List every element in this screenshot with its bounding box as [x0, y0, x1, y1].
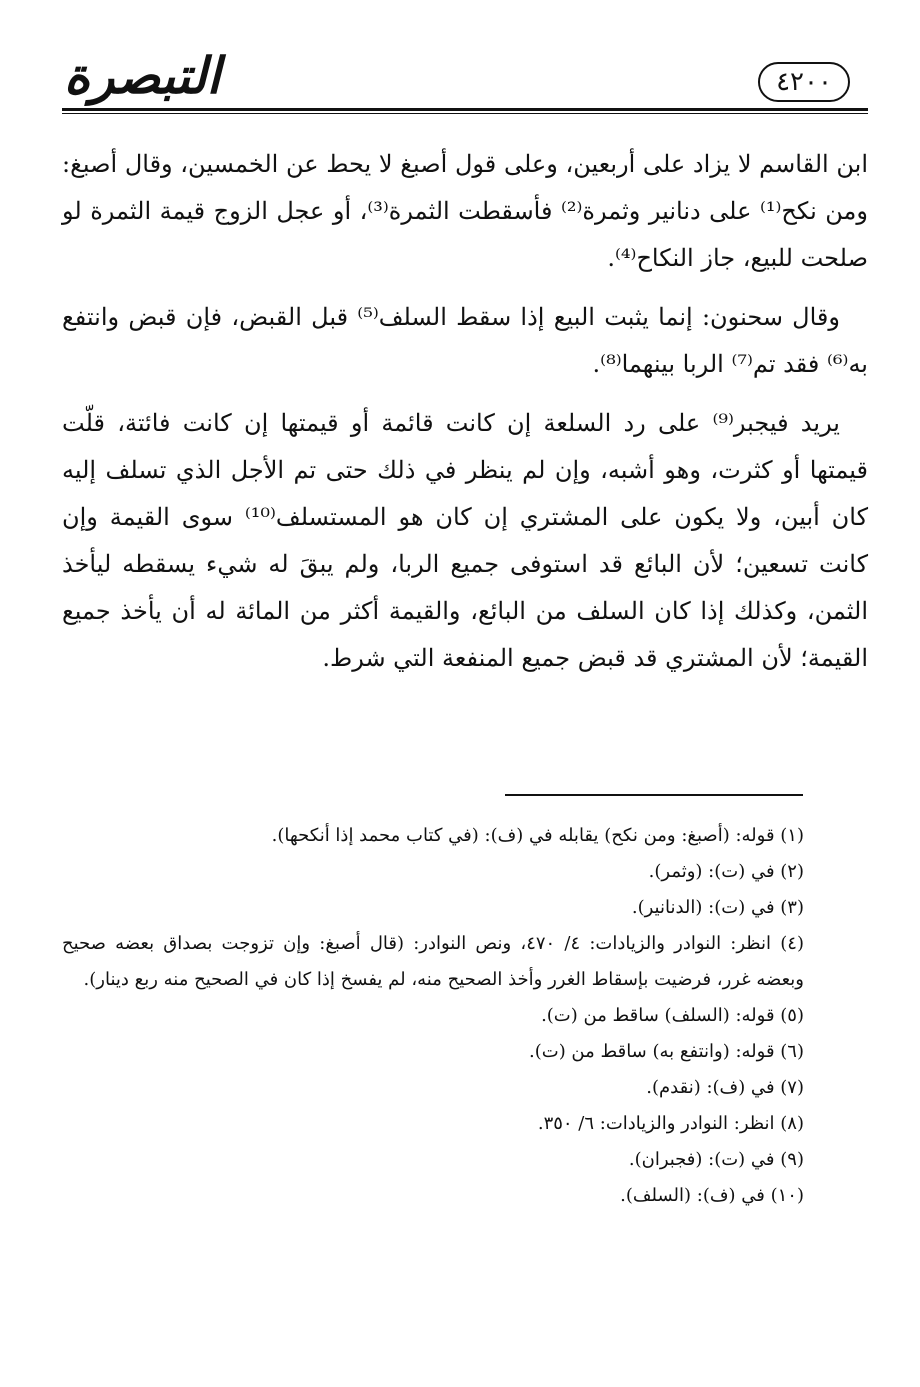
paragraph-3: يريد فيجبر⁽⁹⁾ على رد السلعة إن كانت قائمة أو قيمتها إن كانت فائتة، قلّت قيمتها أو كثرت، وهو أشبه، وإن لم ينظر في ذلك حتى تم الأجل الذي تسلف إليه كان أبين، ولا يكون على المشتري إن كان هو المستسلف⁽¹⁰⁾ سوى القيمة وإن كانت تسعين؛ لأن البائع قد استوفى جميع الربا، ولم يبقَ له شيء يسقطه ليأخذ الثمن، وكذلك إذا كان السلف من البائع، والقيمة أكثر من المائة له أن يأخذ جميع القيمة؛ لأن المشتري قد قبض جميع المنفعة التي شرط.	[62, 409, 869, 672]
footnote-5: (٥) قوله: (السلف) ساقط من (ت).	[541, 1005, 804, 1026]
page-header	[62, 44, 868, 116]
footnote-2: (٢) في (ت): (وثمر).	[648, 861, 804, 882]
footnote-separator	[505, 794, 803, 796]
footnote-6: (٦) قوله: (وانتفع به) ساقط من (ت).	[529, 1041, 804, 1062]
footnote-3: (٣) في (ت): (الدنانير).	[631, 897, 804, 918]
main-text	[62, 141, 868, 694]
page-number-badge	[758, 62, 850, 102]
footnotes	[62, 818, 868, 1214]
footnote-9: (٩) في (ت): (فجبران).	[628, 1149, 804, 1170]
header-rule-thin	[62, 113, 868, 114]
footnote-1: (١) قوله: (أصبغ: ومن نكح) يقابله في (ف): (في كتاب محمد إذا أنكحها).	[271, 825, 804, 846]
footnote-4: (٤) انظر: النوادر والزيادات: ٤/ ٤٧٠، ونص النوادر: (قال أصبغ: وإن تزوجت بصداق بعضه صحيح وبعضه غرر، فرضيت بإسقاط الغرر وأخذ الصحيح منه، لم يفسخ إذا كان في الصحيح منه ربع دينار).	[62, 933, 804, 990]
paragraph-1: ابن القاسم لا يزاد على أربعين، وعلى قول أصبغ لا يحط عن الخمسين، وقال أصبغ: ومن نكح⁽¹⁾ على دنانير وثمرة⁽²⁾ فأسقطت الثمرة⁽³⁾، أو عجل الزوج قيمة الثمرة لو صلحت للبيع، جاز النكاح⁽⁴⁾.	[62, 150, 868, 272]
page-number: ٤٢٠٠	[776, 67, 832, 97]
footnote-10: (١٠) في (ف): (السلف).	[620, 1185, 804, 1206]
footnote-7: (٧) في (ف): (نقدم).	[646, 1077, 804, 1098]
book-title: التبصرة	[64, 46, 221, 105]
header-rule	[62, 108, 868, 111]
paragraph-2: وقال سحنون: إنما يثبت البيع إذا سقط السلف⁽⁵⁾ قبل القبض، فإن قبض وانتفع به⁽⁶⁾ فقد تم⁽⁷⁾ الربا بينهما⁽⁸⁾.	[62, 303, 868, 378]
footnote-8: (٨) انظر: النوادر والزيادات: ٦/ ٣٥٠.	[537, 1113, 804, 1134]
